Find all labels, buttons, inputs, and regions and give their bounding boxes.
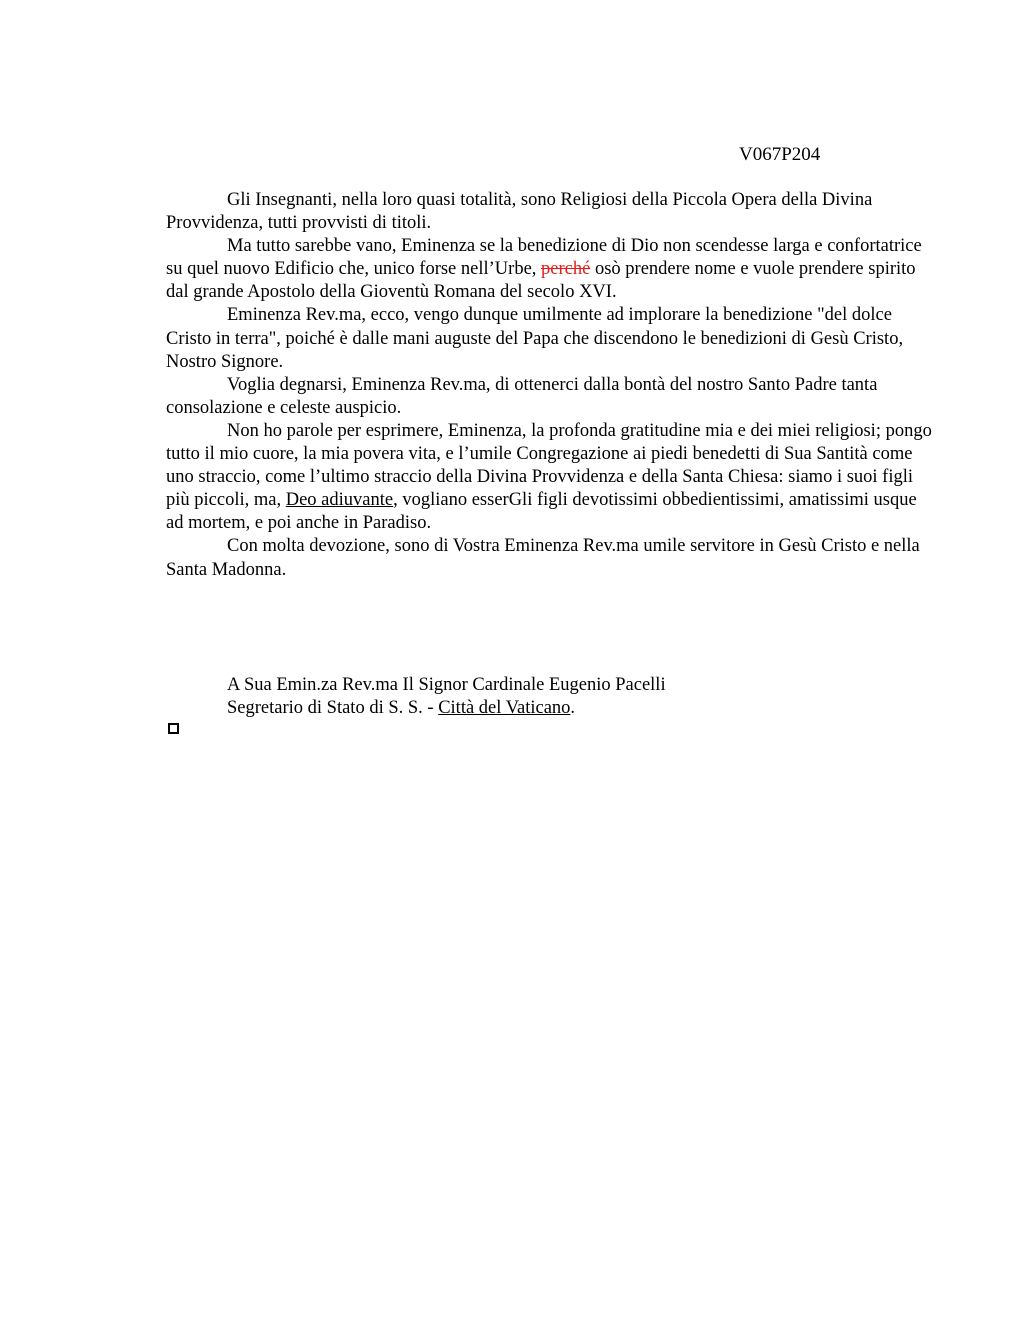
address-line-2-suffix: . — [570, 698, 576, 719]
paragraph-5-text-after: , vogliano esserGli figli devotissimi obbedientissimi, amatissimi usque ad mortem, e poi anche in Paradiso. — [166, 490, 917, 534]
paragraph-4: Voglia degnarsi, Eminenza Rev.ma, di ottenerci dalla bontà del nostro Santo Padre tanta consolazione e celeste auspicio. — [166, 374, 878, 418]
recipient-address — [227, 674, 666, 720]
paragraph-1: Gli Insegnanti, nella loro quasi totalità, sono Religiosi della Piccola Opera della Divina Provvidenza, tutti provvisti di titoli. — [166, 190, 873, 234]
address-place: Città del Vaticano — [438, 698, 571, 719]
reference-code: V067P204 — [739, 144, 821, 165]
checkbox-square-icon — [168, 723, 179, 734]
paragraph-2-text-before: Ma tutto sarebbe vano, Eminenza se la benedizione di Dio non scendesse larga e confortatrice su quel nuovo Edificio che, unico forse nell’Urbe, — [166, 236, 922, 280]
underlined-phrase: Deo adiuvante — [285, 490, 394, 511]
paragraph-5 — [166, 420, 936, 535]
paragraph-2 — [166, 235, 936, 304]
paragraph-5-text-before: Non ho parole per esprimere, Eminenza, la profonda gratitudine mia e dei miei religiosi; pongo tutto il mio cuore, la mia povera vita, e l’umile Congregazione ai piedi benedetti di Sua Santità come uno straccio, come l’ultimo straccio della Divina Provvidenza e della Santa Chiesa: siamo i suoi figli più piccoli, ma, — [166, 420, 932, 511]
address-line-2 — [227, 697, 666, 720]
deleted-word: perché — [541, 259, 591, 280]
paragraph-2-text-after: osò prendere nome e vuole prendere spirito dal grande Apostolo della Gioventù Romana del secolo XVI. — [166, 259, 916, 303]
letter-body — [166, 189, 936, 582]
address-line-1: A Sua Emin.za Rev.ma Il Signor Cardinale Eugenio Pacelli — [227, 675, 666, 695]
paragraph-6: Con molta devozione, sono di Vostra Eminenza Rev.ma umile servitore in Gesù Cristo e nella Santa Madonna. — [166, 536, 920, 580]
address-line-2-prefix: Segretario di Stato di S. S. - — [227, 698, 439, 719]
paragraph-3: Eminenza Rev.ma, ecco, vengo dunque umilmente ad implorare la benedizione "del dolce Cristo in terra", poiché è dalle mani auguste del Papa che discendono le benedizioni di Gesù Cristo, Nostro Signore. — [166, 305, 904, 372]
